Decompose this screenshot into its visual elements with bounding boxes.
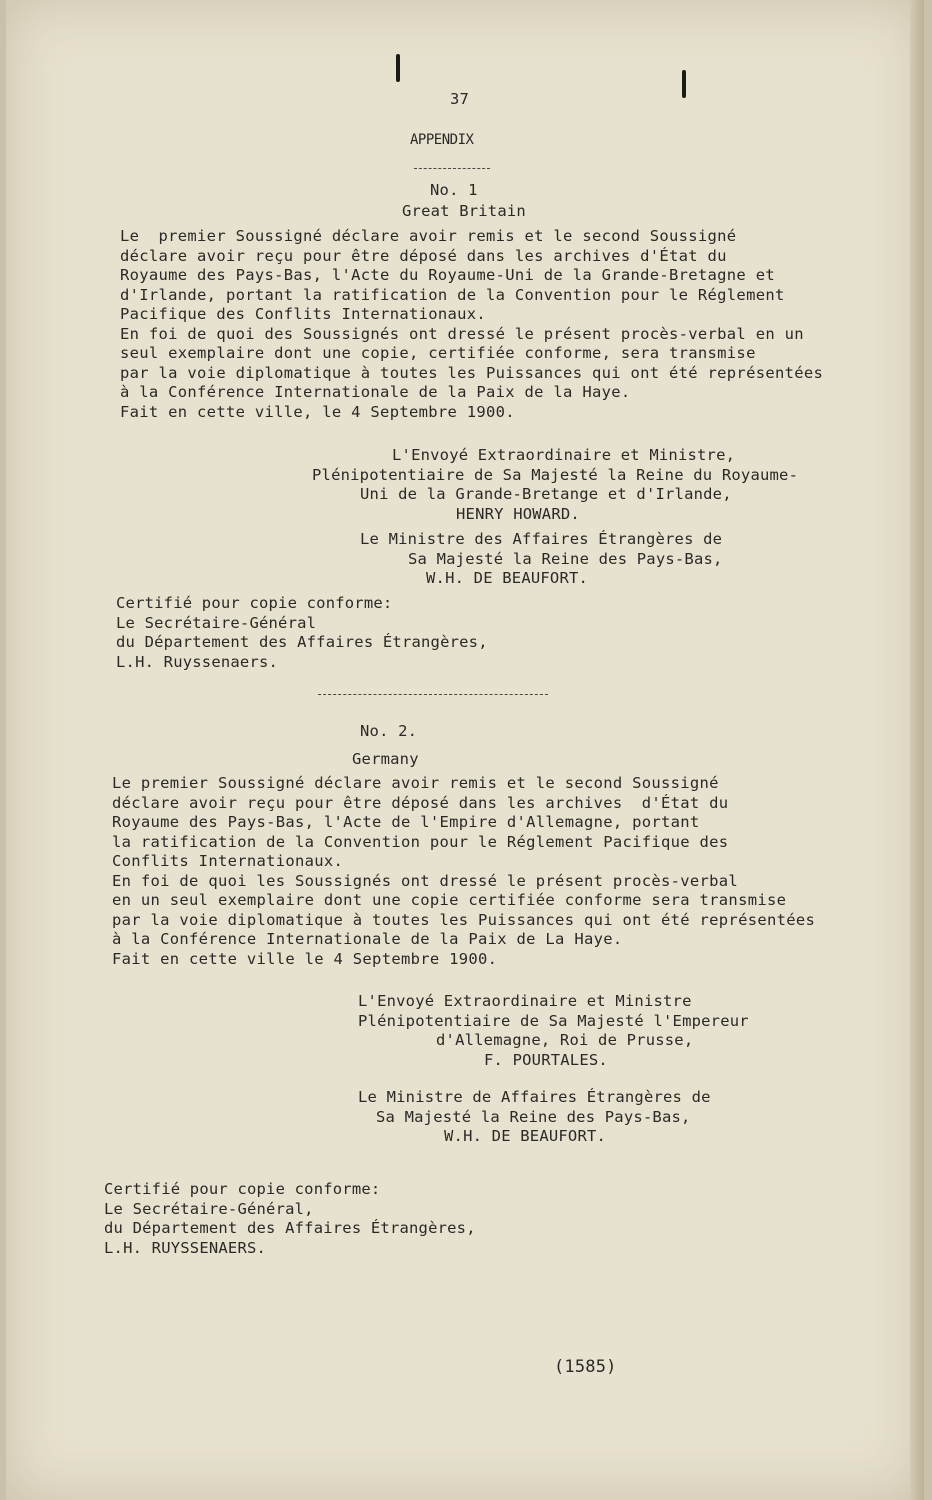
signature-line: Le Ministre des Affaires Étrangères de — [360, 530, 723, 548]
signature-line: Sa Majesté la Reine des Pays-Bas, — [376, 1107, 691, 1126]
body-line: Fait en cette ville le 4 Septembre 1900. — [112, 949, 498, 968]
signature-line: L'Envoyé Extraordinaire et Ministre — [358, 992, 692, 1010]
body-line: Royaume des Pays-Bas, l'Acte de l'Empire d'Allemagne, portant — [112, 813, 700, 831]
body-line: Conflits Internationaux. — [112, 852, 344, 870]
page-edge — [910, 0, 924, 1500]
appendix-title: APPENDIX — [410, 132, 474, 148]
body-line: Le premier Soussigné déclare avoir remis et le second Soussigné — [120, 227, 737, 245]
section-1-signature-minister — [360, 530, 723, 589]
signature-name: HENRY HOWARD. — [456, 504, 580, 523]
section-2-number: No. 2. — [360, 722, 418, 740]
certification-line: L.H. RUYSSENAERS. — [104, 1238, 267, 1257]
binding-mark-right — [682, 70, 686, 98]
certification-line: Certifié pour copie conforme: — [104, 1180, 381, 1198]
signature-line: Plénipotentiaire de Sa Majesté l'Empereur — [358, 1011, 749, 1030]
body-line: déclare avoir reçu pour être déposé dans les archives d'État du — [120, 246, 727, 265]
body-line: la ratification de la Convention pour le Réglement Pacifique des — [112, 832, 729, 851]
section-2-signature-minister — [358, 1088, 711, 1147]
signature-line: Sa Majesté la Reine des Pays-Bas, — [408, 549, 723, 568]
body-line: seul exemplaire dont une copie, certifiée conforme, sera transmise — [120, 344, 756, 362]
signature-line: Le Ministre de Affaires Étrangères de — [358, 1088, 711, 1106]
document-page — [6, 0, 924, 1500]
signature-line: L'Envoyé Extraordinaire et Ministre, — [392, 446, 736, 464]
certification-line: Le Secrétaire-Général — [116, 613, 317, 632]
signature-name: F. POURTALES. — [484, 1050, 608, 1069]
page-number-top: 37 — [450, 90, 470, 108]
section-2-signature-envoy — [358, 992, 749, 1070]
body-line: à la Conférence Internationale de la Paix de la Haye. — [120, 383, 631, 401]
body-line: En foi de quoi des Soussignés ont dressé le présent procès-verbal en un — [120, 324, 804, 343]
section-divider — [318, 694, 548, 695]
signature-line: Plénipotentiaire de Sa Majesté la Reine du Royaume- — [312, 465, 799, 484]
body-line: par la voie diplomatique à toutes les Puissances qui ont été représentées — [120, 363, 824, 382]
certification-line: Le Secrétaire-Général, — [104, 1199, 314, 1218]
body-line: déclare avoir reçu pour être déposé dans les archives d'État du — [112, 793, 729, 812]
signature-line: Uni de la Grande-Bretange et d'Irlande, — [360, 485, 732, 503]
body-line: Pacifique des Conflits Internationaux. — [120, 305, 487, 323]
section-2-body — [112, 774, 815, 969]
body-line: à la Conférence Internationale de la Paix de La Haye. — [112, 930, 623, 948]
footer-page-number: (1585) — [554, 1357, 617, 1377]
body-line: par la voie diplomatique à toutes les Puissances qui ont été représentées — [112, 910, 816, 929]
title-divider — [414, 168, 490, 169]
section-1-country: Great Britain — [402, 202, 526, 220]
signature-line: d'Allemagne, Roi de Prusse, — [436, 1031, 694, 1049]
certification-line: du Département des Affaires Étrangères, — [104, 1219, 476, 1237]
binding-mark-left — [396, 54, 400, 82]
section-1-number: No. 1 — [430, 181, 478, 199]
certification-line: L.H. Ruyssenaers. — [116, 652, 279, 671]
body-line: En foi de quoi les Soussignés ont dressé le présent procès-verbal — [112, 871, 739, 890]
body-line: Royaume des Pays-Bas, l'Acte du Royaume-Uni de la Grande-Bretagne et — [120, 266, 775, 284]
certification-line: Certifié pour copie conforme: — [116, 594, 393, 612]
signature-name: W.H. DE BEAUFORT. — [444, 1127, 607, 1145]
section-1-signature-envoy — [312, 446, 798, 524]
body-line: d'Irlande, portant la ratification de la Convention pour le Réglement — [120, 285, 785, 304]
section-1-body — [120, 227, 823, 422]
section-2-country: Germany — [352, 750, 419, 768]
section-1-certification — [116, 594, 488, 672]
certification-line: du Département des Affaires Étrangères, — [116, 633, 488, 651]
body-line: Le premier Soussigné déclare avoir remis et le second Soussigné — [112, 774, 719, 792]
body-line: en un seul exemplaire dont une copie certifiée conforme sera transmise — [112, 891, 787, 909]
section-2-certification — [104, 1180, 476, 1258]
signature-name: W.H. DE BEAUFORT. — [426, 569, 589, 587]
body-line: Fait en cette ville, le 4 Septembre 1900. — [120, 402, 515, 421]
